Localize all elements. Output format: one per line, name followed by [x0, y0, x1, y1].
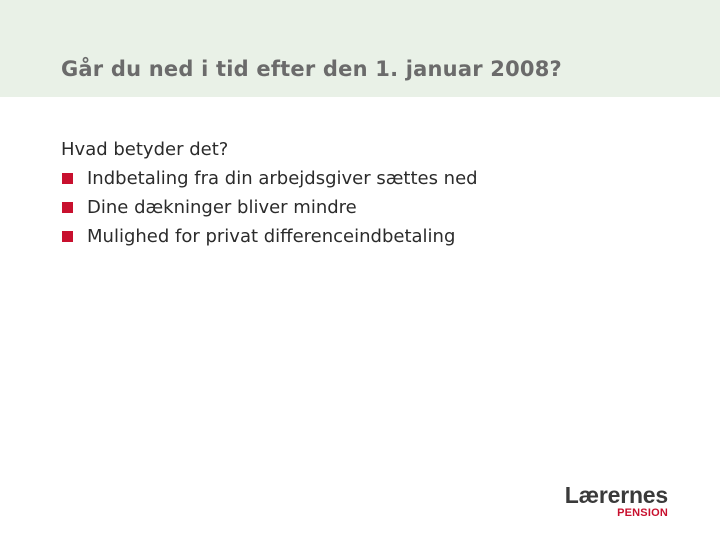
list-item [61, 193, 681, 222]
slide-title: Går du ned i tid efter den 1. januar 2008? [61, 57, 562, 81]
square-bullet-icon [62, 202, 73, 213]
title-band [0, 0, 720, 97]
square-bullet-icon [62, 231, 73, 242]
list-item [61, 164, 681, 193]
bullet-text: Dine dækninger bliver mindre [87, 197, 357, 218]
bullet-list [61, 164, 681, 251]
square-bullet-icon [62, 173, 73, 184]
slide-content [61, 136, 681, 251]
logo-subtitle: PENSION [617, 507, 668, 519]
bullet-text: Indbetaling fra din arbejdsgiver sættes ned [87, 168, 478, 189]
list-item [61, 222, 681, 251]
intro-question: Hvad betyder det? [61, 139, 229, 160]
laerernes-pension-logo [565, 484, 668, 519]
logo-wordmark: Lærernes [564, 482, 668, 508]
bullet-text: Mulighed for privat differenceindbetaling [87, 226, 456, 247]
